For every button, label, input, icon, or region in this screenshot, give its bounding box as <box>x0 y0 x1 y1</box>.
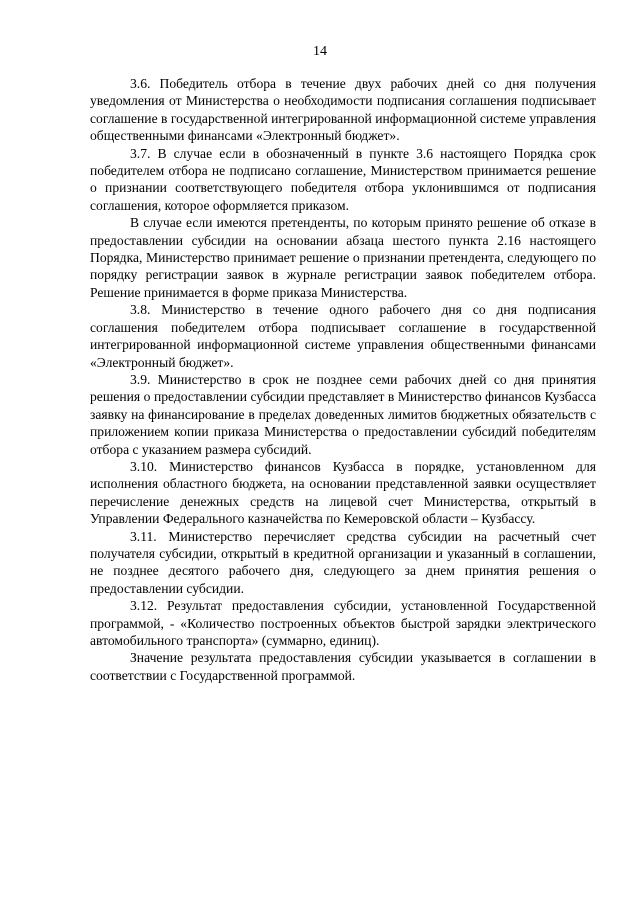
paragraph-3-9: 3.9. Министерство в срок не позднее семи рабочих дней со дня принятия решения о предоставлении субсидии представляет в Министерство финансов Кузбасса заявку на финансирование в пределах доведенных лимитов бюджетных обязательств с приложением копии приказа Министерства о предоставлении субсидий победителям отбора с указанием размера субсидий. <box>90 371 596 457</box>
paragraph-3-8: 3.8. Министерство в течение одного рабочего дня со дня подписания соглашения победителем отбора подписывает соглашение в государственной интегрированной информационной системе управления общественными финансами «Электронный бюджет». <box>90 302 596 370</box>
document-body <box>90 75 596 684</box>
paragraph-3-7: 3.7. В случае если в обозначенный в пункте 3.6 настоящего Порядка срок победителем отбора не подписано соглашение, Министерством принимается решение о признании соответствующего победителя отбора уклонившимся от подписания соглашения, которое оформляется приказом. <box>90 145 596 213</box>
paragraph-3-11: 3.11. Министерство перечисляет средства субсидии на расчетный счет получателя субсидии, открытый в кредитной организации и указанный в соглашении, не позднее десятого рабочего дня, следующего за днем принятия решения о предоставлении субсидии. <box>90 528 596 596</box>
paragraph-3-10: 3.10. Министерство финансов Кузбасса в порядке, установленном для исполнения областного бюджета, на основании представленной заявки осуществляет перечисление денежных средств на лицевой счет Министерства, открытый в Управлении Федерального казначейства по Кемеровской области – Кузбассу. <box>90 458 596 527</box>
paragraph-3-12: 3.12. Результат предоставления субсидии, установленной Государственной программой, - «Количество построенных объектов быстрой зарядки электрического автомобильного транспорта» (суммарно, единиц). <box>90 598 596 648</box>
paragraph-3-6: 3.6. Победитель отбора в течение двух рабочих дней со дня получения уведомления от Министерства о необходимости подписания соглашения подписывает соглашение в государственной интегрированной информационной системе управления общественными финансами «Электронный бюджет». <box>90 76 596 144</box>
paragraph-3-12-continuation: Значение результата предоставления субсидии указывается в соглашении в соответствии с Государственной программой. <box>90 650 596 683</box>
page-number: 14 <box>313 44 327 59</box>
paragraph-3-7-continuation: В случае если имеются претенденты, по которым принято решение об отказе в предоставлении субсидии на основании абзаца шестого пункта 2.16 настоящего Порядка, Министерство принимает решение о признании претендента, следующего по порядку регистрации заявок в журнале регистрации заявок победителем отбора. Решение принимается в форме приказа Министерства. <box>90 215 596 300</box>
